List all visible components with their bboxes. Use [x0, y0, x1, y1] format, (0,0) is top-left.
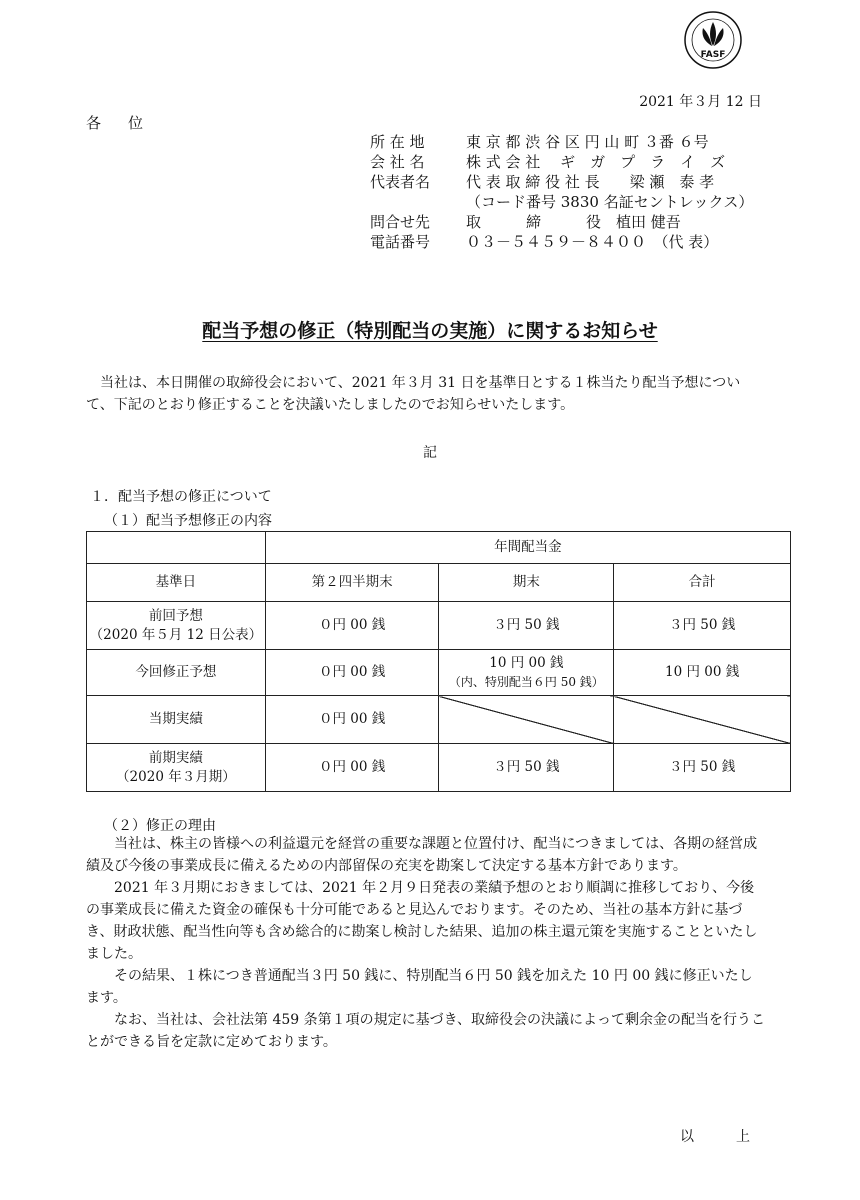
info-label	[370, 192, 466, 212]
section1-heading: １．配当予想の修正について	[90, 489, 272, 505]
cell-end: ３円 50 銭	[439, 602, 614, 650]
cell-end	[439, 650, 614, 696]
info-value: ０３－５４５９－８４００ （代 表）	[466, 233, 719, 251]
cell-q2: ０円 00 銭	[265, 650, 439, 696]
row-label: 今回修正予想	[87, 650, 266, 696]
table-group-header: 年間配当金	[265, 532, 790, 564]
cell-q2: ０円 00 銭	[265, 744, 439, 792]
ki-mark: 記	[423, 445, 437, 461]
row-label: 当期実績	[87, 696, 266, 744]
info-value: 代 表 取 締 役 社 長 梁 瀬 泰 孝	[466, 173, 715, 191]
document-date: 2021 年３月 12 日	[639, 94, 762, 110]
info-value: 株 式 会 社 ギ ガ プ ラ イ ズ	[466, 153, 726, 171]
table-header: 基準日	[87, 564, 266, 602]
closing-mark: 以 上	[680, 1129, 764, 1145]
info-label: 代表者名	[370, 173, 431, 191]
cell-total: ３円 50 銭	[614, 602, 791, 650]
cell-q2: ０円 00 銭	[265, 602, 439, 650]
table-row	[87, 696, 791, 744]
row-label	[87, 602, 266, 650]
cell-total-diagonal	[614, 696, 791, 744]
fasf-logo	[683, 10, 743, 70]
info-row	[370, 152, 770, 172]
table-row	[87, 744, 791, 792]
info-row	[370, 172, 770, 192]
info-row	[370, 132, 770, 152]
section2-heading: （２）修正の理由	[104, 818, 216, 834]
logo-text: FASF	[700, 50, 726, 60]
cell-end-diagonal	[439, 696, 614, 744]
cell-total: ３円 50 銭	[614, 744, 791, 792]
reason-paragraph: 2021 年３月期におきましては、2021 年２月９日発表の業績予想のとおり順調に推移しており、今後の事業成長に備えた資金の確保も十分可能であると見込んでおります。そのため、当社の基本方針に基づき、財政状態、配当性向等も含め総合的に勘案し検討した結果、追加の株主還元策を実施することといたしました。	[86, 880, 758, 962]
info-label: 所 在 地	[370, 133, 425, 151]
table-header-row	[87, 564, 791, 602]
addressee: 各 位	[86, 114, 150, 132]
document-title	[0, 316, 860, 343]
table-header: 期末	[439, 564, 614, 602]
info-value: （コード番号 3830 名証セントレックス）	[466, 193, 754, 211]
cell-total: 10 円 00 銭	[614, 650, 791, 696]
cell-end-value: 10 円 00 銭	[489, 654, 564, 671]
table-header: 第２四半期末	[265, 564, 439, 602]
table-row	[87, 650, 791, 696]
row-label-sub: （2020 年３月期）	[116, 768, 236, 785]
info-row	[370, 212, 770, 232]
info-label: 電話番号	[370, 233, 431, 251]
title-text: 配当予想の修正（特別配当の実施）に関するお知らせ	[202, 320, 658, 342]
company-info	[370, 132, 770, 252]
section1-subheading: （１）配当予想修正の内容	[104, 513, 272, 529]
row-label	[87, 744, 266, 792]
info-value: 東 京 都 渋 谷 区 円 山 町 ３番 ６号	[466, 133, 709, 151]
reason-paragraph: 当社は、株主の皆様への利益還元を経営の重要な課題と位置付け、配当につきましては、各期の経営成績及び今後の事業成長に備えるための内部留保の充実を勘案して決定する基本方針であります。	[86, 836, 758, 874]
reason-text	[86, 833, 766, 1053]
cell-end-note: （内、特別配当６円 50 銭）	[448, 674, 604, 689]
info-row	[370, 232, 770, 252]
table-corner-cell	[87, 532, 266, 564]
row-label-main: 前回予想	[148, 607, 203, 624]
cell-end: ３円 50 銭	[439, 744, 614, 792]
info-label: 会 社 名	[370, 153, 425, 171]
table-row	[87, 602, 791, 650]
row-label-main: 前期実績	[148, 749, 203, 766]
reason-paragraph: なお、当社は、会社法第 459 条第１項の規定に基づき、取締役会の決議によって剰余金の配当を行うことができる旨を定款に定めております。	[86, 1012, 766, 1050]
reason-paragraph: その結果、１株につき普通配当３円 50 銭に、特別配当６円 50 銭を加えた 10 円 00 銭に修正いたします。	[86, 968, 753, 1006]
table-header: 合計	[614, 564, 791, 602]
info-row	[370, 192, 770, 212]
table-group-header-row	[87, 532, 791, 564]
dividend-table	[86, 531, 791, 792]
cell-q2: ０円 00 銭	[265, 696, 439, 744]
info-label: 問合せ先	[370, 213, 431, 231]
row-label-sub: （2020 年５月 12 日公表）	[89, 626, 263, 643]
intro-paragraph: 当社は、本日開催の取締役会において、2021 年３月 31 日を基準日とする１株当たり配当予想について、下記のとおり修正することを決議いたしましたのでお知らせいたします。	[86, 375, 741, 413]
info-value: 取 締 役 植田 健吾	[466, 213, 681, 231]
